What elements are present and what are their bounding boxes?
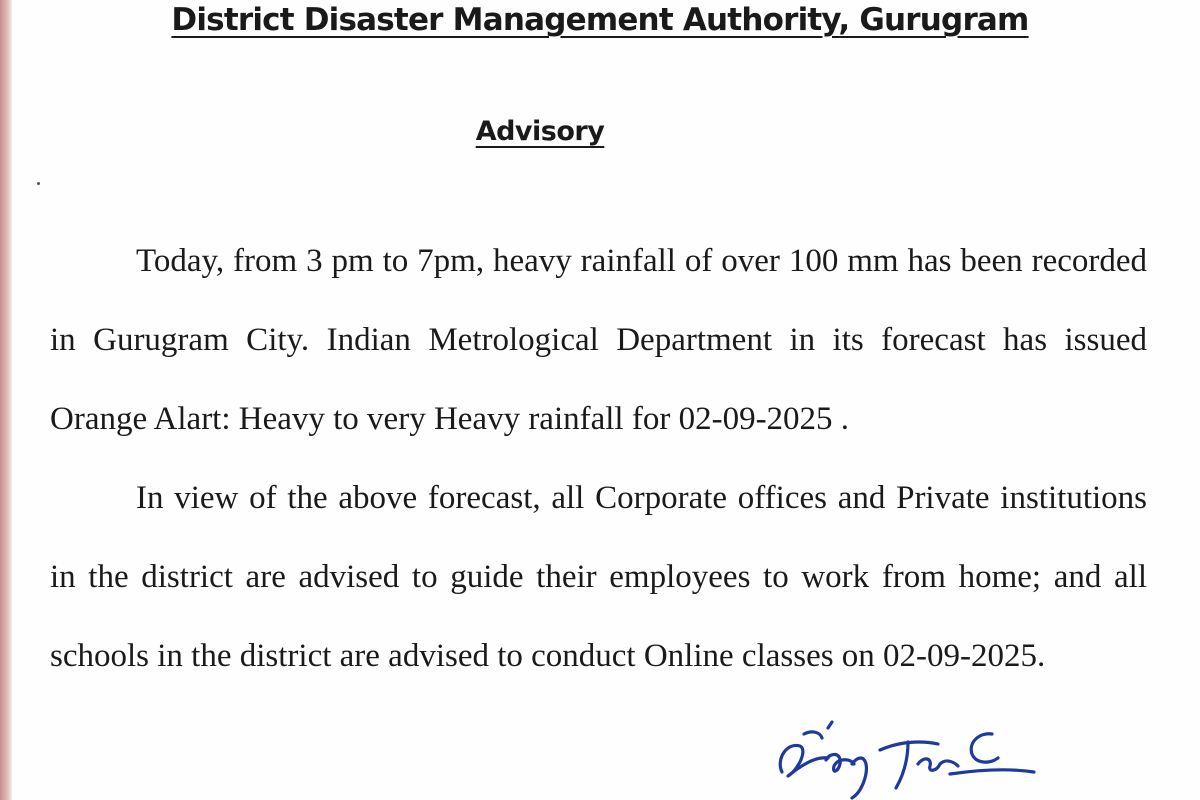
paragraph-rainfall: Today, from 3 pm to 7pm, heavy rainfall of over 100 mm has been recorded in Gurugram City. Indian Metrological Department in its forecast has issued Orange Alart: Heavy to very Heavy rainfall for 02-09-2025 . — [50, 243, 1147, 437]
handwritten-signature — [768, 712, 1048, 800]
advisory-body — [50, 222, 1147, 696]
document-title: District Disaster Management Authority, Gurugram — [171, 2, 1029, 38]
document-subtitle: Advisory — [475, 116, 605, 147]
paper-speck — [37, 182, 40, 185]
paragraph-advisory: In view of the above forecast, all Corporate offices and Private institutions in the district are advised to guide their employees to work from home; and all schools in the district are advised to conduct Online classes on 02-09-2025. — [50, 480, 1147, 674]
